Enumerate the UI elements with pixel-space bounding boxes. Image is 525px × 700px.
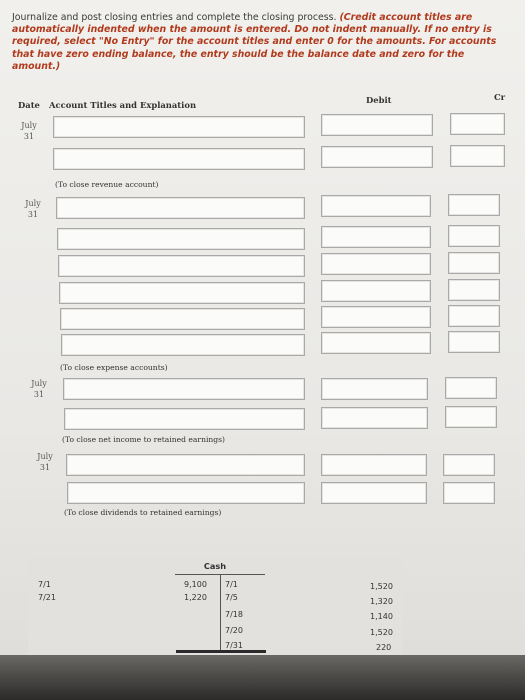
- credit-input[interactable]: [443, 482, 495, 504]
- account-title-input[interactable]: [59, 282, 305, 304]
- entry-explanation: (To close net income to retained earnings): [62, 435, 225, 444]
- header-account-titles: Account Titles and Explanation: [49, 100, 197, 110]
- debit-input[interactable]: [321, 378, 428, 400]
- credit-input[interactable]: [450, 113, 505, 135]
- debit-input[interactable]: [321, 454, 427, 476]
- debit-input[interactable]: [321, 332, 431, 354]
- screen-bezel-shadow: [0, 655, 525, 700]
- debit-input[interactable]: [321, 253, 431, 275]
- ledger-center-rule: [220, 574, 221, 652]
- instructions: [12, 12, 512, 73]
- credit-input[interactable]: [448, 252, 500, 274]
- cash-t-account: [28, 558, 402, 658]
- instructions-emphasis: (Credit account titles are automatically indented when the amount is entered. Do not indent manually. If no entry is required, select "No Entry" for the account titles and enter 0 for the amounts. For accounts that have zero ending balance, the entry should be the balance date and zero for the amount.): [12, 12, 497, 72]
- credit-input[interactable]: [445, 377, 497, 399]
- debit-input[interactable]: [321, 280, 431, 302]
- account-title-input[interactable]: [60, 308, 305, 330]
- entry-date: July 31: [21, 121, 37, 141]
- account-title-input[interactable]: [57, 228, 305, 250]
- account-title-input[interactable]: [53, 116, 305, 138]
- ledger-credit-amount: 220: [376, 643, 392, 652]
- ledger-credit-date: 7/18: [225, 610, 243, 619]
- ledger-debit-amount: 1,220: [184, 593, 207, 602]
- credit-input[interactable]: [448, 194, 500, 216]
- ledger-debit-date: 7/21: [38, 593, 56, 602]
- entry-date: July 31: [37, 452, 53, 472]
- credit-input[interactable]: [443, 454, 495, 476]
- entry-explanation: (To close revenue account): [55, 180, 159, 189]
- ledger-balance-rule: [176, 650, 266, 653]
- entry-explanation: (To close expense accounts): [60, 363, 168, 372]
- account-title-input[interactable]: [61, 334, 305, 356]
- ledger-credit-date: 7/5: [225, 593, 238, 602]
- entry-explanation: (To close dividends to retained earnings): [64, 508, 222, 517]
- debit-input[interactable]: [321, 195, 431, 217]
- entry-date: July 31: [25, 199, 41, 219]
- ledger-credit-date: 7/1: [225, 580, 238, 589]
- ledger-debit-amount: 9,100: [184, 580, 207, 589]
- credit-input[interactable]: [450, 145, 505, 167]
- account-title-input[interactable]: [67, 482, 305, 504]
- account-title-input[interactable]: [63, 378, 305, 400]
- account-title-input[interactable]: [56, 197, 305, 219]
- credit-input[interactable]: [448, 305, 500, 327]
- ledger-credit-date: 7/31: [225, 641, 243, 650]
- debit-input[interactable]: [321, 407, 428, 429]
- account-title-input[interactable]: [64, 408, 305, 430]
- account-title-input[interactable]: [58, 255, 305, 277]
- account-title-input[interactable]: [66, 454, 305, 476]
- ledger-credit-amount: 1,140: [370, 612, 393, 621]
- debit-input[interactable]: [321, 482, 427, 504]
- ledger-credit-amount: 1,520: [370, 628, 393, 637]
- header-debit: Debit: [366, 95, 392, 105]
- debit-input[interactable]: [321, 146, 433, 168]
- debit-input[interactable]: [321, 114, 433, 136]
- ledger-credit-amount: 1,320: [370, 597, 393, 606]
- ledger-credit-date: 7/20: [225, 626, 243, 635]
- ledger-title: Cash: [203, 561, 227, 571]
- credit-input[interactable]: [448, 225, 500, 247]
- ledger-credit-amount: 1,520: [370, 582, 393, 591]
- instructions-text: Journalize and post closing entries and complete the closing process.: [12, 12, 340, 23]
- debit-input[interactable]: [321, 226, 431, 248]
- ledger-debit-date: 7/1: [38, 580, 51, 589]
- account-title-input[interactable]: [53, 148, 305, 170]
- credit-input[interactable]: [448, 279, 500, 301]
- entry-date: July 31: [31, 379, 47, 399]
- header-credit: Cr: [494, 92, 506, 102]
- header-date: Date: [18, 100, 40, 110]
- debit-input[interactable]: [321, 306, 431, 328]
- credit-input[interactable]: [445, 406, 497, 428]
- credit-input[interactable]: [448, 331, 500, 353]
